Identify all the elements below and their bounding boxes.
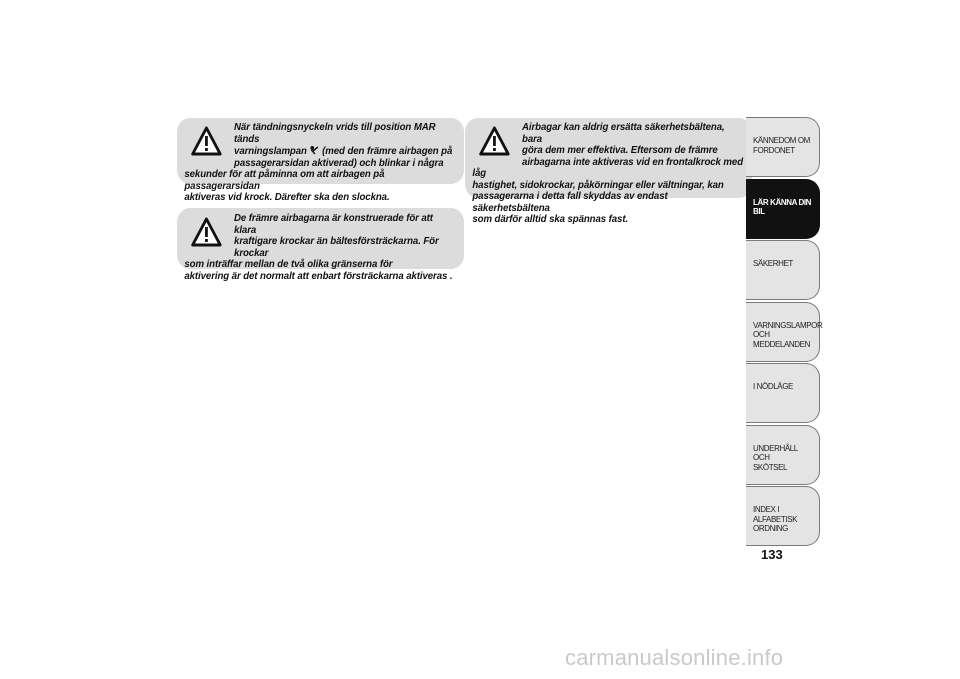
tab-kannedom-om-fordonet[interactable] — [746, 117, 820, 177]
tab-label-line: LÄR KÄNNA DIN — [753, 197, 812, 207]
warning-text-line — [184, 145, 456, 158]
warning-triangle-icon — [188, 124, 225, 158]
tab-label-line: UNDERHÅLL OCH — [753, 443, 798, 462]
tab-sakerhet[interactable] — [746, 240, 820, 300]
tab-label-line: FORDONET — [753, 145, 795, 155]
tab-label-line: OCH MEDDELANDEN — [753, 330, 810, 349]
warning-text-line: aktiveras vid krock. Därefter ska den slockna. — [184, 191, 390, 203]
warning-triangle-icon — [476, 124, 513, 158]
warning-text-line: De främre airbagarna är konstruerade för att klara — [234, 212, 433, 236]
tab-label-line: I NÖDLÄGE — [753, 382, 793, 391]
warning-text-line: göra dem mer effektiva. Eftersom de främre — [522, 144, 718, 156]
warning-text-line: som därför alltid ska spännas fast. — [472, 213, 629, 225]
warning-text-line: aktivering är det normalt att enbart försträckarna aktiveras . — [184, 269, 453, 282]
tab-label-line: SKÖTSEL — [753, 462, 788, 472]
tab-label-line: SÄKERHET — [753, 259, 793, 268]
tab-label-line: VARNINGSLAMPOR — [753, 320, 823, 330]
watermark: carmanualsonline.info — [565, 645, 784, 670]
warning-text-line: airbagarna inte aktiveras vid en frontalkrock med låg — [472, 155, 744, 179]
chapter-tabs — [746, 117, 823, 548]
warning-box-pretensioners — [177, 208, 464, 282]
tab-label-line: KÄNNEDOM OM — [753, 136, 810, 145]
warning-text-line: sekunder för att påminna om att airbagen på passagerarsidan — [184, 168, 385, 192]
warning-text-line: passagerarsidan aktiverad) och blinkar i några — [234, 156, 444, 169]
warning-text-fragment: (med den främre airbagen på — [322, 145, 453, 157]
warning-box-seatbelts — [465, 118, 752, 225]
warning-text-line: kraftigare krockar än bältesförsträckarna. För krockar — [234, 235, 439, 259]
tab-label-line: BIL — [753, 207, 765, 216]
warning-text-line: hastighet, sidokrockar, påkörningar eller vältningar, kan — [472, 178, 724, 191]
page-number: 133 — [761, 547, 783, 562]
tab-label-line: INDEX I ALFABETISK — [753, 505, 798, 524]
warning-text-line: passagerarna i detta fall skyddas av endast säkerhetsbältena — [472, 190, 668, 214]
warning-text-line: Airbagar kan aldrig ersätta säkerhetsbältena, bara — [522, 121, 725, 145]
warning-triangle-icon — [188, 215, 225, 249]
warning-text-line: När tändningsnyckeln vrids till position MAR tänds — [234, 121, 436, 145]
tab-lar-kanna-din-bil[interactable] — [746, 179, 820, 239]
tab-i-nodlage[interactable] — [746, 363, 820, 423]
warning-box-ignition — [177, 118, 464, 203]
warning-text-fragment: varningslampan — [234, 145, 310, 157]
airbag-lamp-icon — [309, 145, 319, 155]
tab-underhall-och-skotsel[interactable] — [746, 425, 820, 485]
tab-label-line: ORDNING — [753, 524, 788, 533]
warning-text-line: som inträffar mellan de två olika gränserna för — [184, 258, 393, 270]
tab-index[interactable] — [746, 486, 820, 546]
tab-varningslampor[interactable] — [746, 302, 823, 362]
